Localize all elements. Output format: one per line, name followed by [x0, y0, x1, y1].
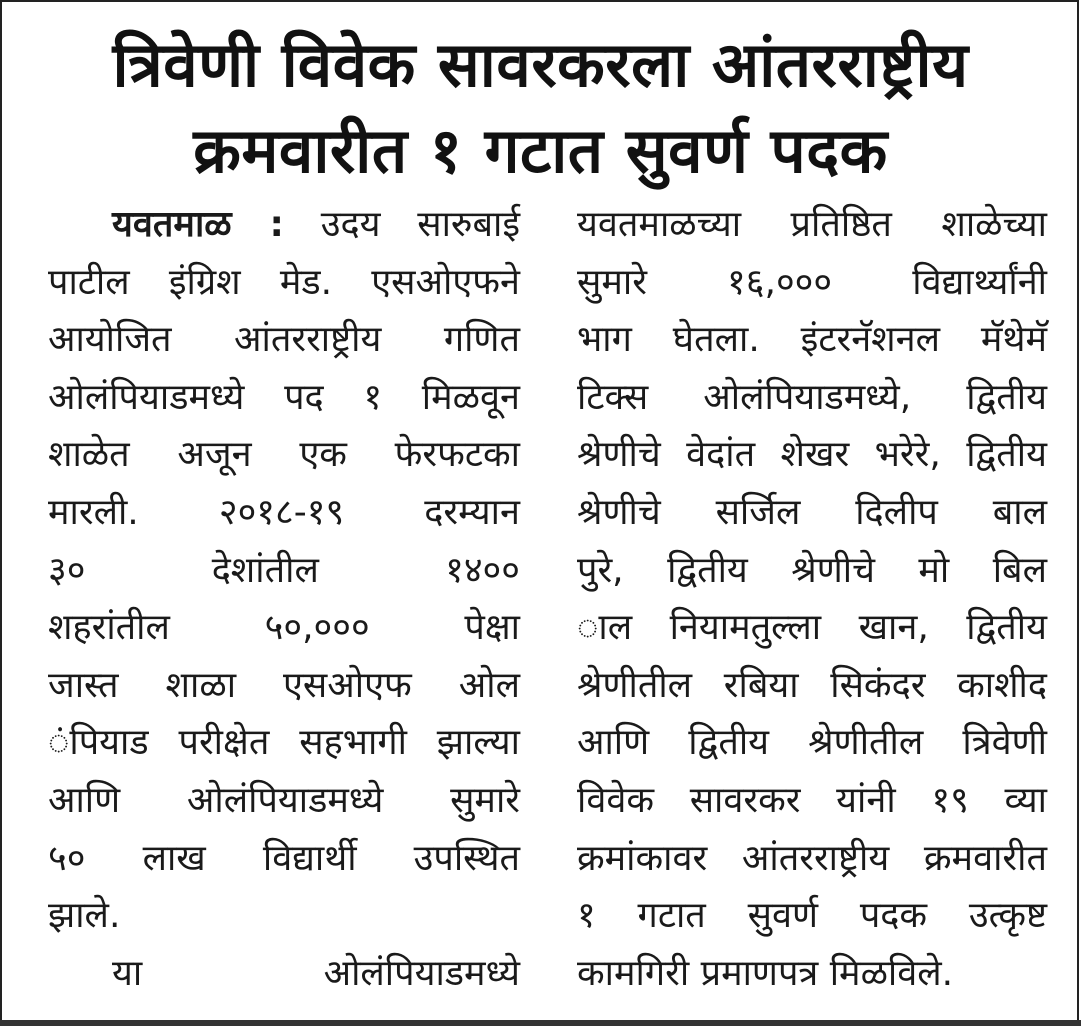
- body-line: श्रेणीतील रबिया सिकंदर काशीद: [577, 664, 1047, 706]
- headline-line-1: त्रिवेणी विवेक सावरकरला आंतरराष्ट्रीय: [112, 28, 969, 101]
- body-line: आयोजित आंतरराष्ट्रीय गणित: [48, 319, 520, 361]
- body-line: या ओलंपियाडमध्ये: [112, 952, 520, 994]
- dateline: यवतमाळ :: [112, 204, 284, 245]
- body-line: ३० देशांतील १४००: [48, 549, 520, 591]
- headline-line-2: क्रमवारीत १ गटात सुवर्ण पदक: [193, 114, 888, 187]
- body-line: झाले.: [48, 895, 121, 937]
- body-line: टिक्स ओलंपियाडमध्ये, द्वितीय: [577, 376, 1047, 418]
- body-line: मारली. २०१८-१९ दरम्यान: [48, 491, 520, 533]
- body-line: ाल नियामतुल्ला खान, द्वितीय: [577, 607, 1047, 649]
- body-line: पुरे, द्वितीय श्रेणीचे मो बिल: [577, 549, 1047, 591]
- body-column-right: [577, 196, 1047, 1002]
- body-line: शाळेत अजून एक फेरफटका: [48, 434, 520, 476]
- body-line: कामगिरी प्रमाणपत्र मिळविले.: [577, 952, 954, 994]
- body-line: शहरांतील ५०,००० पेक्षा: [48, 607, 520, 649]
- body-line: ंपियाड परीक्षेत सहभागी झाल्या: [48, 722, 520, 764]
- body-line: यवतमाळ : उदय सारुबाई: [112, 204, 521, 245]
- body-line: ओलंपियाडमध्ये पद १ मिळवून: [48, 376, 520, 418]
- body-line: आणि द्वितीय श्रेणीतील त्रिवेणी: [577, 722, 1047, 764]
- body-line: श्रेणीचे वेदांत शेखर भरेरे, द्वितीय: [577, 434, 1047, 476]
- body-line: १ गटात सुवर्ण पदक उत्कृष्ट: [577, 895, 1047, 937]
- bottom-rule: [0, 1020, 1081, 1026]
- body-column-left: [48, 196, 520, 1002]
- body-line: विवेक सावरकर यांनी १९ व्या: [577, 779, 1047, 821]
- body-line: आणि ओलंपियाडमध्ये सुमारे: [48, 779, 520, 821]
- body-line: ५० लाख विद्यार्थी उपस्थित: [48, 837, 520, 879]
- body-line: श्रेणीचे सर्जिल दिलीप बाल: [577, 491, 1047, 533]
- body-line: सुमारे १६,००० विद्यार्थ्यांनी: [577, 261, 1047, 303]
- body-line: जास्त शाळा एसओएफ ओल: [48, 664, 520, 706]
- body-line: क्रमांकावर आंतरराष्ट्रीय क्रमवारीत: [577, 837, 1047, 879]
- body-line: भाग घेतला. इंटरनॅशनल मॅथेमॅ: [577, 319, 1047, 361]
- body-line: यवतमाळच्या प्रतिष्ठित शाळेच्या: [577, 204, 1047, 245]
- body-line: पाटील इंग्रिश मेड. एसओएफने: [48, 261, 520, 303]
- headline: [20, 22, 1061, 194]
